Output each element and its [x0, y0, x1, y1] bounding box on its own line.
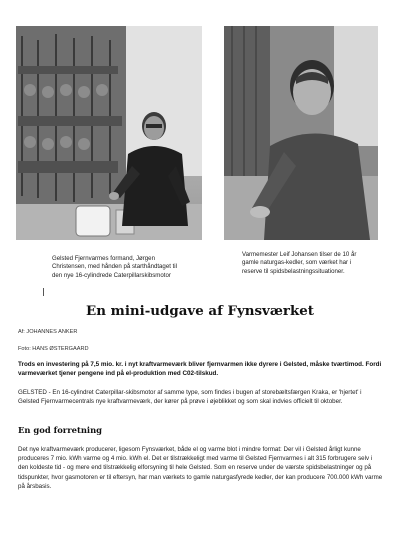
article-lead: Trods en investering på 7,5 mio. kr. i nyt kraftvarmeværk bliver fjernvarmen ikke dyrere i Gelsted, måske tværtimod. Fordi varmeværket tjener pengene ind på el-produktion med C02-tilskud. — [18, 361, 382, 378]
boiler-inspection-photo — [224, 26, 378, 240]
article-headline: En mini-udgave af Fynsværket — [86, 303, 314, 319]
article-paragraph: Det nye kraftvarmeværk producerer, ligesom Fynsværket, både el og varme blot i mindre format: Der vil i Gelsted årligt kunne produceres 7 mio. kWh varme og 4 mio. kWh el. Det er tilstrækkeligt med varme til Gelsted Fjernvarmes i alt 315 forbrugere selv i den koldeste tid - og mere end tilstrækkelig elforsyning til hele Gelsted. Som en reserve under de værste spidsbelastninger og på tidspunkter, hvor gasmotoren er til eftersyn, har man værkets to gamle naturgasfyrede kedler, der kan producere 700.000 kWh varme på årsbasis. — [18, 446, 383, 490]
engine-room-photo — [16, 26, 202, 240]
caption-rule — [43, 288, 44, 296]
boiler-photo-caption: Varmemester Leif Johansen tilser de 10 år gamle naturgas-kedler, som værket har i reserve til spidsbelastningssituationer. — [242, 251, 357, 275]
boiler-inspection-photo-image — [224, 26, 378, 240]
article-subheading: En god forretning — [18, 425, 103, 435]
engine-photo-caption: Gelsted Fjernvarmes formand, Jørgen Christensen, med hånden på starthåndtaget til den nye 16-cylindrede Caterpillarskibsmotor — [52, 255, 178, 279]
article-paragraph: GELSTED - En 16-cylindret Caterpillar-skibsmotor af samme type, som findes i bugen af storebæltsfærgen Kraka, er 'hjertet' i Gelsted Fjernvarmecentrals nye kraftvarmeværk, der kører på prøve i øjeblikket og som skal indvies officielt til oktober. — [18, 389, 362, 406]
article-byline: Af: JOHANNES ANKER — [18, 329, 78, 335]
photo-credit: Foto: HANS ØSTERGAARD — [18, 346, 89, 352]
engine-room-photo-image — [16, 26, 202, 240]
